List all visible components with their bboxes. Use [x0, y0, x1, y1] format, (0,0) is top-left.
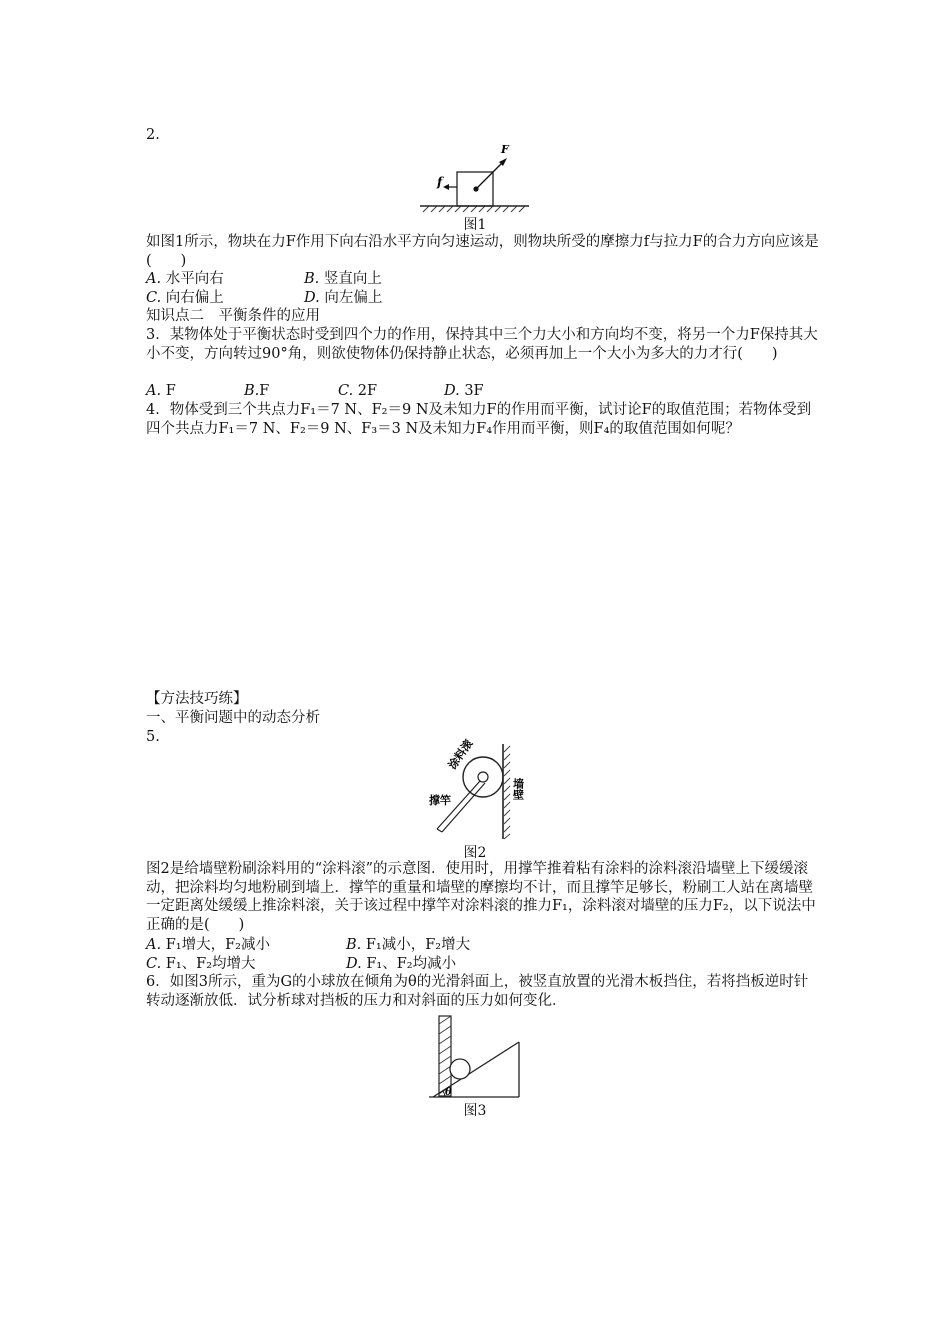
q2-stem: 如图1所示，物块在力F作用下向右沿水平方向匀速运动，则物块所受的摩擦力f与拉力F的合力方向应该是( ) [146, 234, 819, 269]
figure-1-force-label: F [501, 143, 509, 156]
q3-option-b-key: B. [244, 383, 260, 399]
q2-option-d-text: 向左偏上 [324, 290, 383, 306]
q3-stem: 3．某物体处于平衡状态时受到四个力的作用，保持其中三个力大小和方向均不变，将另一个力F保持其大小不变，方向转过90°角，则欲使物体仍保持静止状态，必须再加上一个大小为多大的力才行( ) [146, 327, 818, 362]
q3-option-a-key: A. [146, 383, 162, 399]
figure-2-wall-label: 墙壁 [511, 778, 525, 800]
q2-option-b-text: 竖直向上 [323, 271, 382, 287]
figure-3-incline-diagram [425, 1012, 525, 1102]
q5-option-b-key: B. [346, 937, 362, 953]
q5-number: 5. [146, 729, 160, 745]
q3-option-b-text: F [259, 383, 270, 399]
q3-option-c-text: 2F [357, 383, 378, 399]
method-subsection-title: 一、平衡问题中的动态分析 [146, 710, 320, 726]
figure-2-paint-roller-diagram [420, 737, 540, 842]
q3-option-c-key: C. [338, 383, 354, 399]
method-section-title: 【方法技巧练】 [146, 691, 248, 707]
q5-stem: 图2是给墙壁粉刷涂料用的“涂料滚”的示意图．使用时，用撑竿推着粘有涂料的涂料滚沿墙壁上下缓缓滚动，把涂料均匀地粉刷到墙上．撑竿的重量和墙壁的摩擦均不计，而且撑竿足够长，粉刷工人站在离墙壁一定距离处缓缓上推涂料滚，关于该过程中撑竿对涂料滚的推力F₁，涂料滚对墙壁的压力F₂，以下说法中正确的是( ) [146, 861, 816, 933]
figure-2-roller-label: 涂料滚 [445, 737, 476, 772]
q5-option-d-key: D. [346, 956, 362, 972]
q3-option-d-key: D. [444, 383, 460, 399]
q5-option-c-text: F₁、F₂均增大 [165, 956, 256, 972]
figure-2-rod-label: 撑竿 [429, 794, 451, 807]
section-2-title: 知识点二 平衡条件的应用 [146, 308, 320, 324]
q5-option-d-text: F₁、F₂均减小 [366, 956, 457, 972]
q2-option-c-text: 向右偏上 [165, 290, 224, 306]
figure-2-caption: 图2 [463, 845, 487, 861]
figure-1-caption: 图1 [463, 217, 487, 233]
q3-option-d-text: 3F [464, 383, 484, 399]
q2-option-c-key: C. [146, 290, 162, 306]
figure-1-block-diagram [415, 140, 535, 215]
q2-option-d-key: D. [304, 290, 320, 306]
q4-stem: 4．物体受到三个共点力F₁＝7 N、F₂＝9 N及未知力F的作用而平衡，试讨论F的取值范围；若物体受到四个共点力F₁＝7 N、F₂＝9 N、F₃＝3 N及未知力F₄作用而平衡，则F₄的取值范围如何呢？ [146, 402, 812, 437]
figure-3-angle-label: θ [445, 1087, 452, 1098]
q6-stem: 6．如图3所示，重为G的小球放在倾角为θ的光滑斜面上，被竖直放置的光滑木板挡住，若将挡板逆时针转动逐渐放低．试分析球对挡板的压力和对斜面的压力如何变化． [146, 974, 809, 1009]
q5-option-a-key: A. [146, 937, 162, 953]
q5-option-a-text: F₁增大，F₂减小 [165, 937, 270, 953]
q5-option-c-key: C. [146, 956, 162, 972]
figure-1-friction-label: f [437, 175, 443, 189]
q2-option-a-key: A. [146, 271, 162, 287]
q5-option-b-text: F₁减小，F₂增大 [365, 937, 471, 953]
q2-option-b-key: B. [304, 271, 320, 287]
q3-option-a-text: F [165, 383, 176, 399]
figure-3-caption: 图3 [463, 1103, 487, 1119]
q2-number: 2. [146, 127, 160, 143]
q2-option-a-text: 水平向右 [165, 271, 224, 287]
